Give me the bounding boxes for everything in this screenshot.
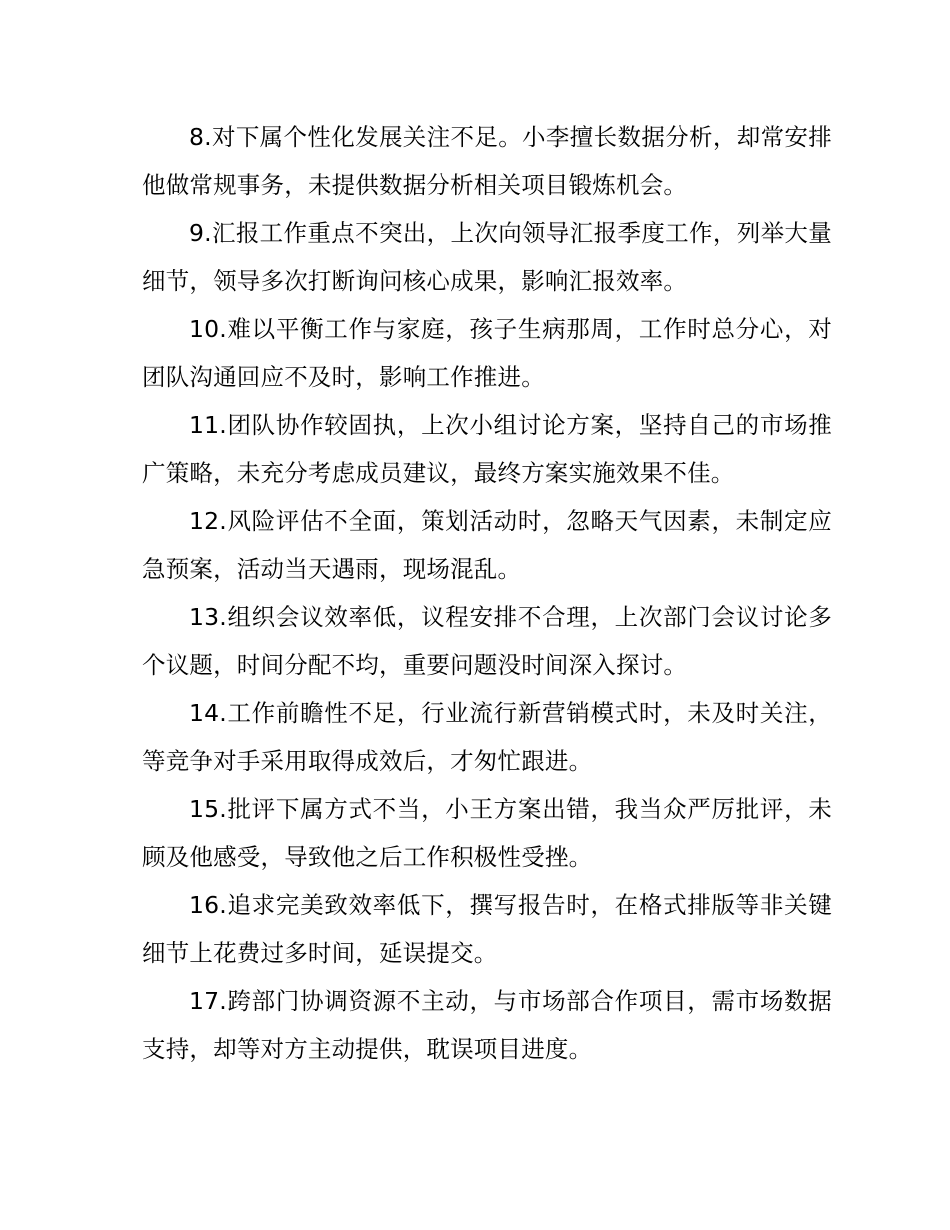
paragraph-item-13: 13.组织会议效率低，议程安排不合理，上次部门会议讨论多个议题，时间分配不均，重要问题没时间深入探讨。	[142, 603, 832, 679]
paragraph-item-16: 16.追求完美致效率低下，撰写报告时，在格式排版等非关键细节上花费过多时间，延误提交。	[142, 891, 832, 967]
paragraph-item-14: 14.工作前瞻性不足，行业流行新营销模式时，未及时关注，等竞争对手采用取得成效后，才匆忙跟进。	[142, 699, 832, 775]
paragraph-item-15: 15.批评下属方式不当，小王方案出错，我当众严厉批评，未顾及他感受，导致他之后工作积极性受挫。	[142, 795, 832, 871]
paragraph-item-8: 8.对下属个性化发展关注不足。小李擅长数据分析，却常安排他做常规事务，未提供数据分析相关项目锻炼机会。	[142, 123, 832, 199]
document-body	[142, 113, 832, 1073]
paragraph-item-10: 10.难以平衡工作与家庭，孩子生病那周，工作时总分心，对团队沟通回应不及时，影响工作推进。	[142, 315, 832, 391]
paragraph-item-9: 9.汇报工作重点不突出，上次向领导汇报季度工作，列举大量细节，领导多次打断询问核心成果，影响汇报效率。	[142, 219, 832, 295]
paragraph-item-12: 12.风险评估不全面，策划活动时，忽略天气因素，未制定应急预案，活动当天遇雨，现场混乱。	[142, 507, 832, 583]
paragraph-item-17: 17.跨部门协调资源不主动，与市场部合作项目，需市场数据支持，却等对方主动提供，耽误项目进度。	[142, 987, 832, 1063]
paragraph-item-11: 11.团队协作较固执，上次小组讨论方案，坚持自己的市场推广策略，未充分考虑成员建议，最终方案实施效果不佳。	[142, 411, 832, 487]
